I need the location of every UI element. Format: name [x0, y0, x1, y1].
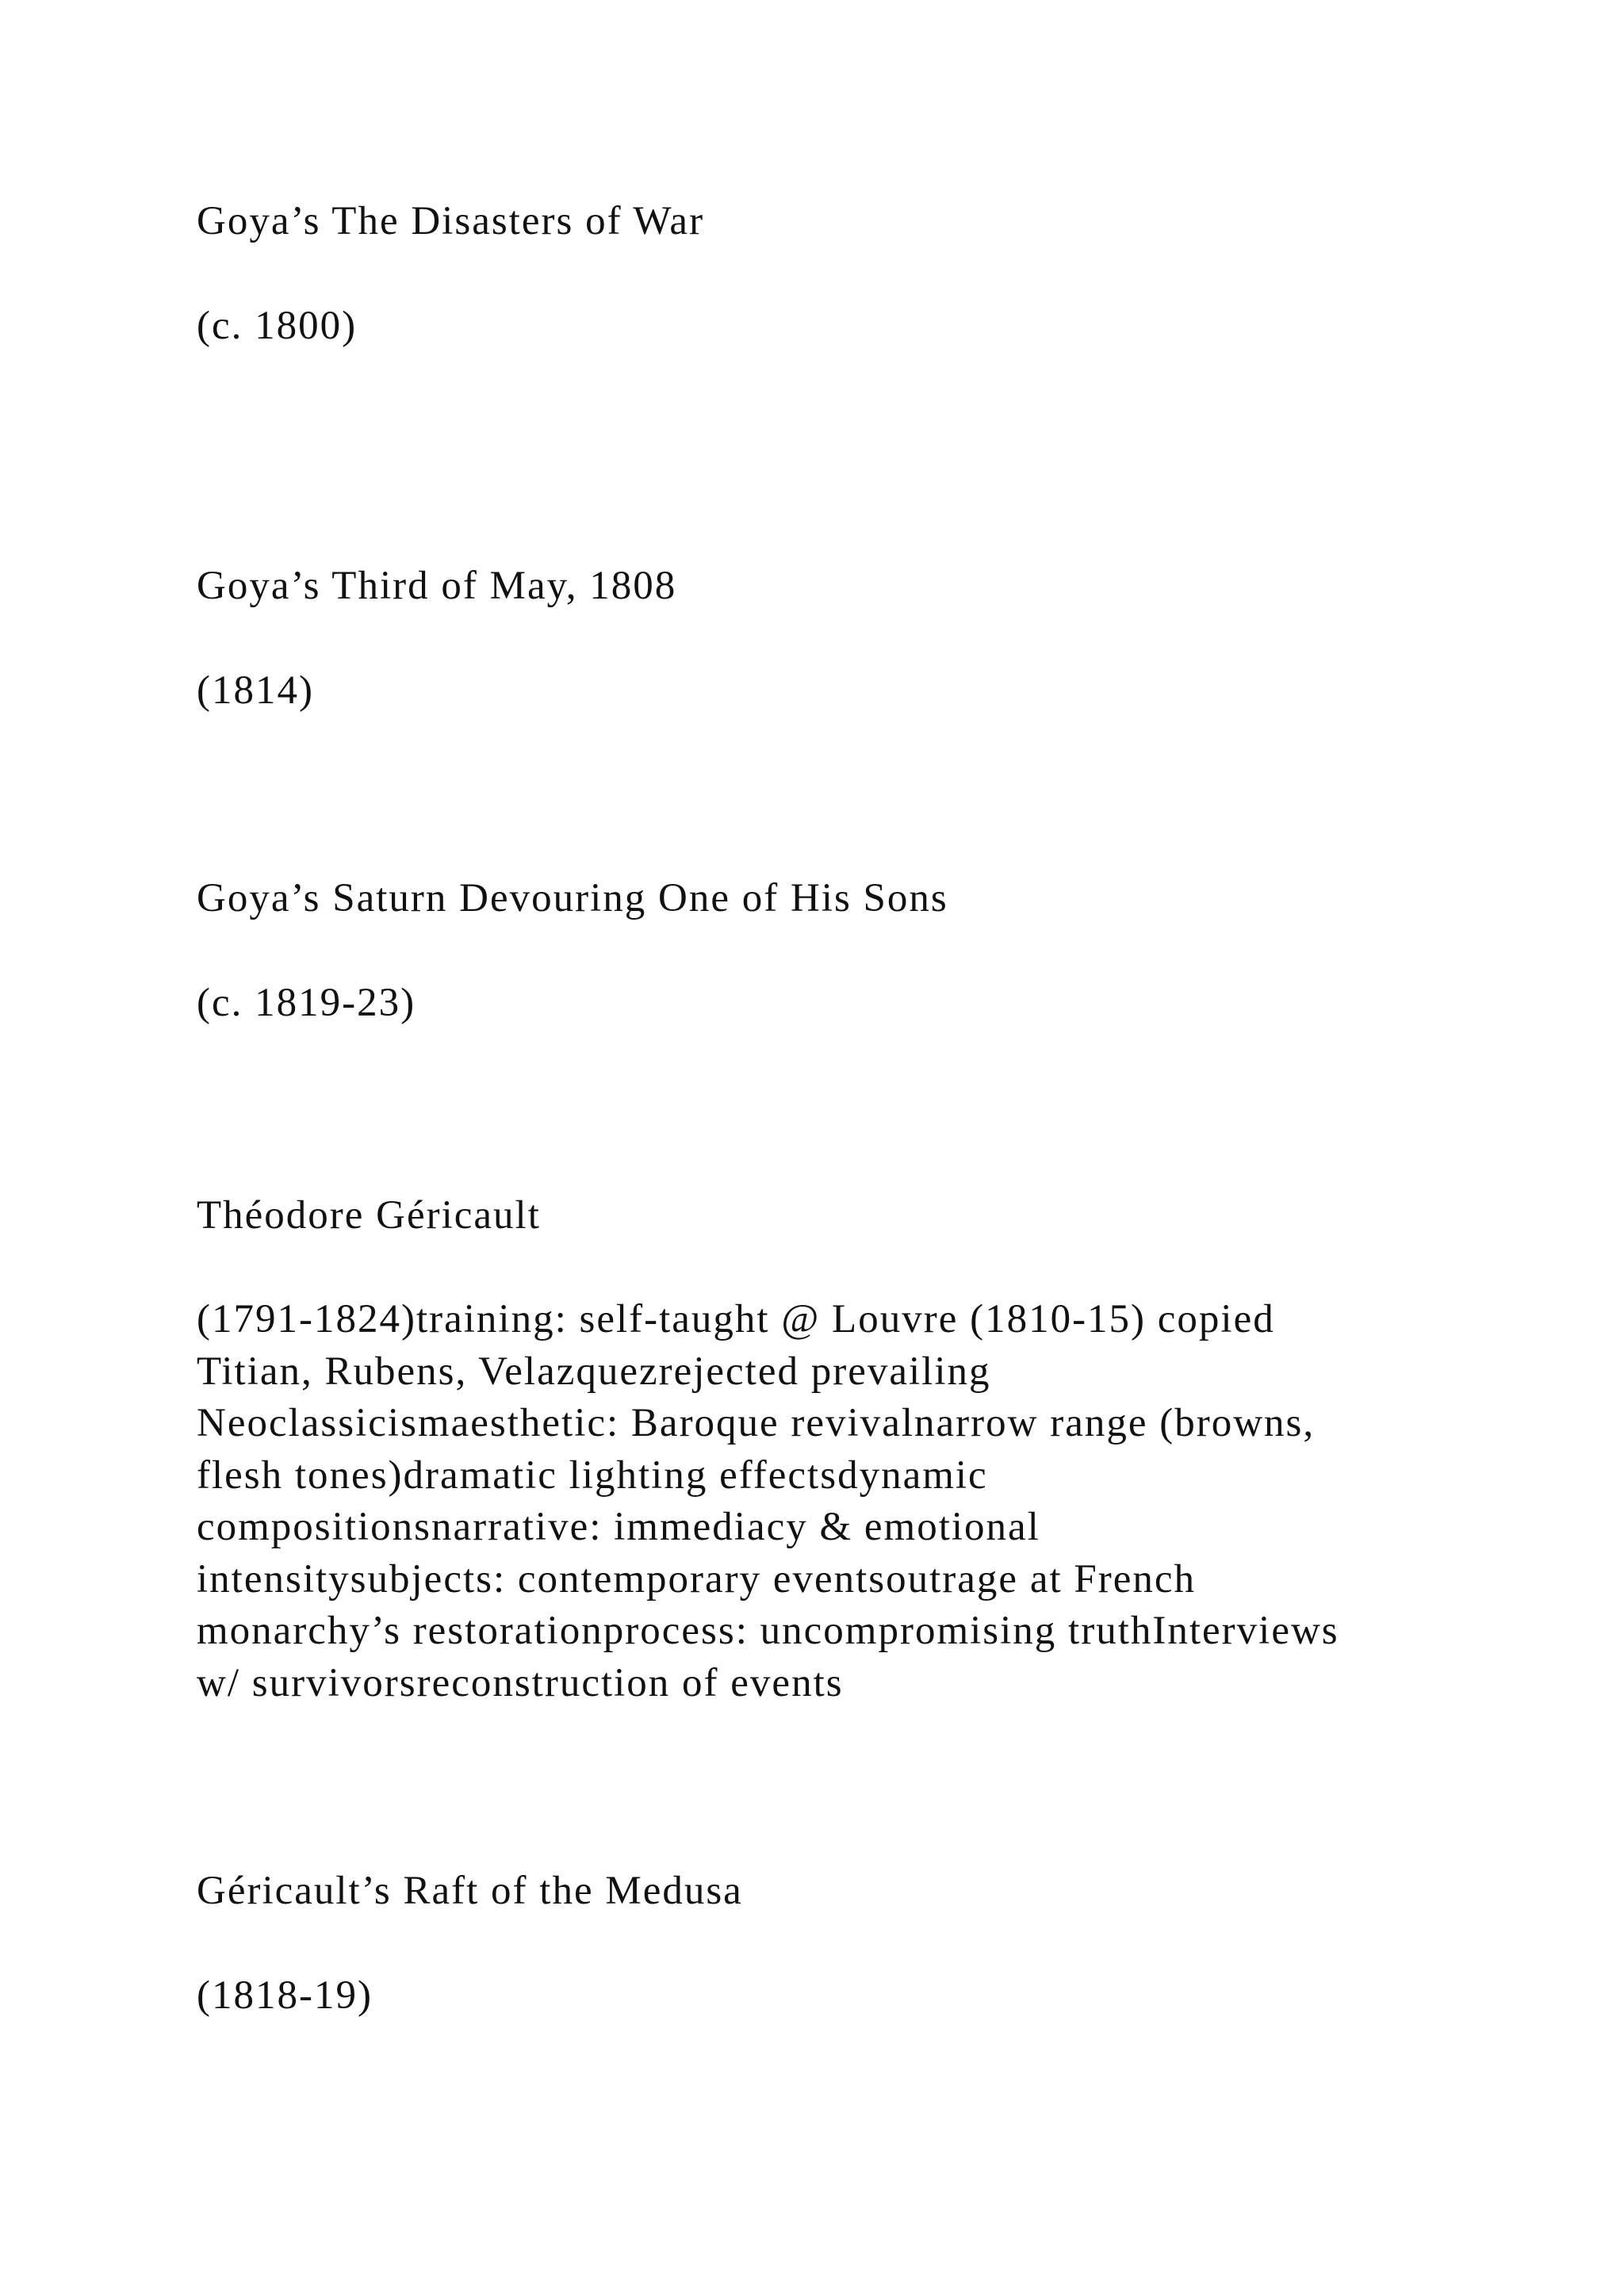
notes-line: compositionsnarrative: immediacy & emotional [197, 1505, 1040, 1549]
heading-disasters-of-war: Goya’s The Disasters of War [197, 199, 705, 243]
notes-line: flesh tones)dramatic lighting effectsdynamic [197, 1452, 988, 1498]
heading-third-of-may: Goya’s Third of May, 1808 [197, 564, 677, 608]
date-disasters-of-war: (c. 1800) [197, 304, 358, 348]
notes-line: Titian, Rubens, Velazquezrejected prevailing [197, 1349, 991, 1394]
heading-saturn-devouring: Goya’s Saturn Devouring One of His Sons [197, 876, 948, 920]
heading-theodore-gericault: Théodore Géricault [197, 1193, 541, 1238]
date-saturn-devouring: (c. 1819-23) [197, 981, 416, 1025]
notes-line: intensitysubjects: contemporary eventsoutrage at French [197, 1556, 1196, 1601]
heading-raft-of-the-medusa: Géricault’s Raft of the Medusa [197, 1869, 743, 1913]
notes-line: (1791-1824)training: self-taught @ Louvre (1810-15) copied [197, 1297, 1275, 1341]
notes-line: monarchy’s restorationprocess: uncompromising truthInterviews [197, 1609, 1339, 1653]
date-raft-of-the-medusa: (1818-19) [197, 1973, 373, 2018]
notes-line: Neoclassicismaesthetic: Baroque revivalnarrow range (browns, [197, 1401, 1316, 1445]
notes-line: w/ survivorsreconstruction of events [197, 1660, 844, 1705]
date-third-of-may: (1814) [197, 668, 314, 713]
gericault-notes-paragraph [197, 1294, 1465, 1709]
